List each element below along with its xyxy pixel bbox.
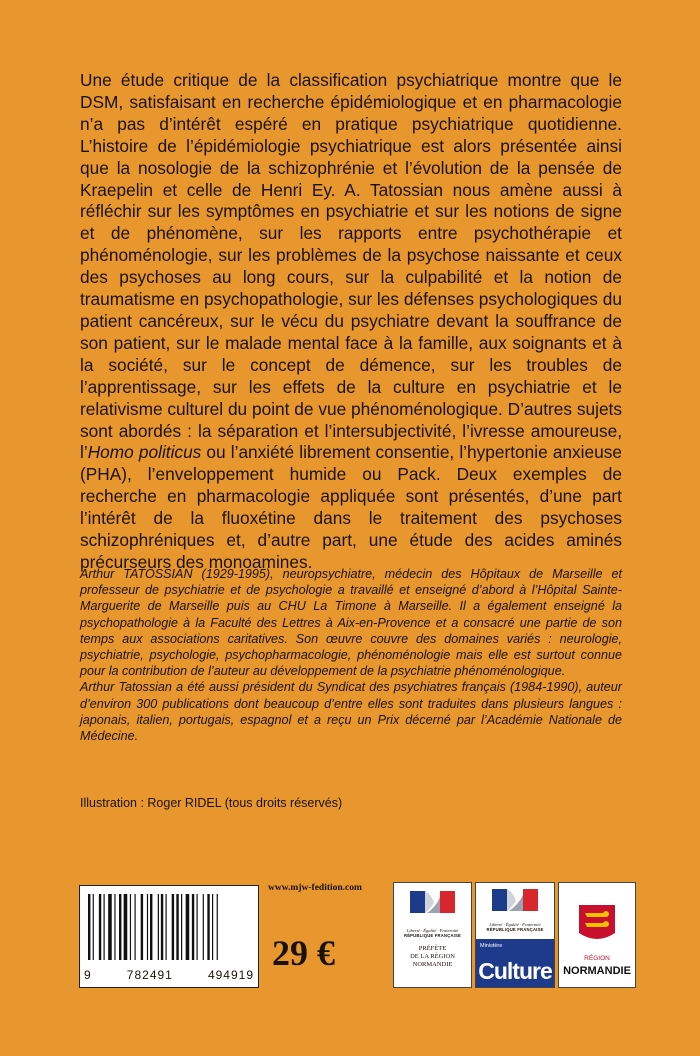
ministere-culture-logo: Liberté · Égalité · Fraternité RÉPUBLIQUE FRANÇAISE Ministère Culture: [475, 882, 555, 988]
barcode-bar: [135, 894, 136, 960]
price: 29 €: [272, 933, 335, 973]
normandy-lions-icon: [559, 883, 635, 953]
summary-paragraph: Une étude critique de la classification psychiatrique montre que le DSM, satisfaisant en recherche épidémiologique et en pharmacologie n’a pas d’intérêt espéré en pratique psychiatrique quotidienne. L’histoire de l’épidémiologie psychiatrique est alors présentée ainsi que la nosologie de la schizophrénie et l’évolution de la pensée de Kraepelin et celle de Henri Ey. A. Tatossian nous amène aussi à réfléchir sur les symptômes en psychiatrie et sur les notions de signe et de phénomène, sur les rapports entre psychothérapie et phénoménologie, sur les problèmes de la psychose naissante et ceux des psychoses au long cours, sur la culpabilité et la notion de traumatisme en psychopathologie, sur les défenses psychologiques du patient cancéreux, sur le vécu du psychiatre devant la souffrance de son patient, sur le malade mental face à la famille, aux soignants et à la société, sur le concept de démence, sur les troubles de l’apprentissage, sur les effets de la culture en psychiatrie et le relativisme culturel du point de vue phénoménologique. D’autres sujets sont abordés : la séparation et l’intersubjectivité, l’ivresse amoureuse, l’Homo politicus ou l’anxiété librement consentie, l’hypertonie anxieuse (PHA), l’enveloppement humide ou Pack. Deux exemples de recherche en pharmacologie appliquée sont présentés, d’une part l’intérêt de la fluoxétine dans le traitement des psychoses schizophréniques et, d’autre part, une étude des acides aminés précurseurs des monoamines.: [80, 70, 622, 572]
barcode-bar: [192, 894, 194, 960]
barcode-bar: [161, 894, 163, 960]
barcode-bar: [88, 894, 90, 960]
publisher-website[interactable]: www.mjw-fedition.com: [268, 883, 362, 893]
barcode-bar: [172, 894, 174, 960]
barcode-bar: [197, 894, 198, 960]
prefecture-name: PRÉFÈTE DE LA RÉGION NORMANDIE: [410, 945, 455, 968]
italic-term: Homo politicus: [87, 442, 202, 463]
barcode-bar: [108, 894, 112, 960]
barcode-bar: [186, 894, 190, 960]
barcode-bar: [93, 894, 94, 960]
barcode-bar: [207, 894, 209, 960]
barcode-bar: [124, 894, 128, 960]
barcode-bars: [88, 894, 250, 960]
barcode-bar: [150, 894, 152, 960]
marianne-icon: [476, 883, 554, 923]
barcode-bar: [130, 894, 131, 960]
bio-paragraph-1: Arthur TATOSSIAN (1929-1995), neuropsychiatre, médecin des Hôpitaux de Marseille et professeur de psychiatrie et de psychologie a travaillé et enseigné d’abord à l’Hôpital Sainte-Marguerite de Marseille puis au CHU La Timone à Marseille. Il a également enseigné la psychopathologie à la Faculté des Lettres à Aix-en-Provence et a consacré une partie de son temps aux associations caritatives. Son œuvre couvre des domaines variés : neurologie, psychiatrie, psychologie, psychopharmacologie, phénoménologie mais elle est surtout connue pour la contribution de l’auteur au développement de la psychiatrie phénoménologique.: [80, 567, 622, 679]
barcode-bar: [119, 894, 121, 960]
barcode-bar: [176, 894, 178, 960]
back-cover-summary: [80, 70, 622, 574]
barcode-bar: [181, 894, 182, 960]
barcode-bar: [147, 894, 148, 960]
barcode-bar: [166, 894, 167, 960]
barcode-bar: [99, 894, 101, 960]
prefecture-logo: Liberté · Égalité · Fraternité RÉPUBLIQUE FRANÇAISE PRÉFÈTE DE LA RÉGION NORMANDIE: [393, 882, 472, 988]
isbn-barcode: [79, 885, 259, 988]
barcode-bar: [217, 894, 218, 960]
barcode-bar: [158, 894, 159, 960]
barcode-bar: [104, 894, 105, 960]
barcode-bar: [212, 894, 213, 960]
barcode-number: 9 782491 494919: [84, 968, 254, 982]
illustration-credit: Illustration : Roger RIDEL (tous droits réservés): [80, 796, 343, 810]
culture-band: Ministère Culture: [476, 939, 554, 987]
barcode-bar: [114, 894, 115, 960]
author-biography: [80, 566, 622, 744]
barcode-bar: [141, 894, 143, 960]
marianne-icon: [394, 883, 471, 923]
bio-paragraph-2: Arthur Tatossian a été aussi président du Syndicat des psychiatres français (1984-1990), auteur d’environ 300 publications dont beaucoup d’entre elles sont traduites dans plusieurs langues : japonais, italien, portugais, espagnol et a reçu un Prix décerné par l’Académie Nationale de Médecine.: [80, 680, 622, 744]
region-normandie-logo: RÉGION NORMANDIE: [558, 882, 636, 988]
barcode-bar: [203, 894, 204, 960]
